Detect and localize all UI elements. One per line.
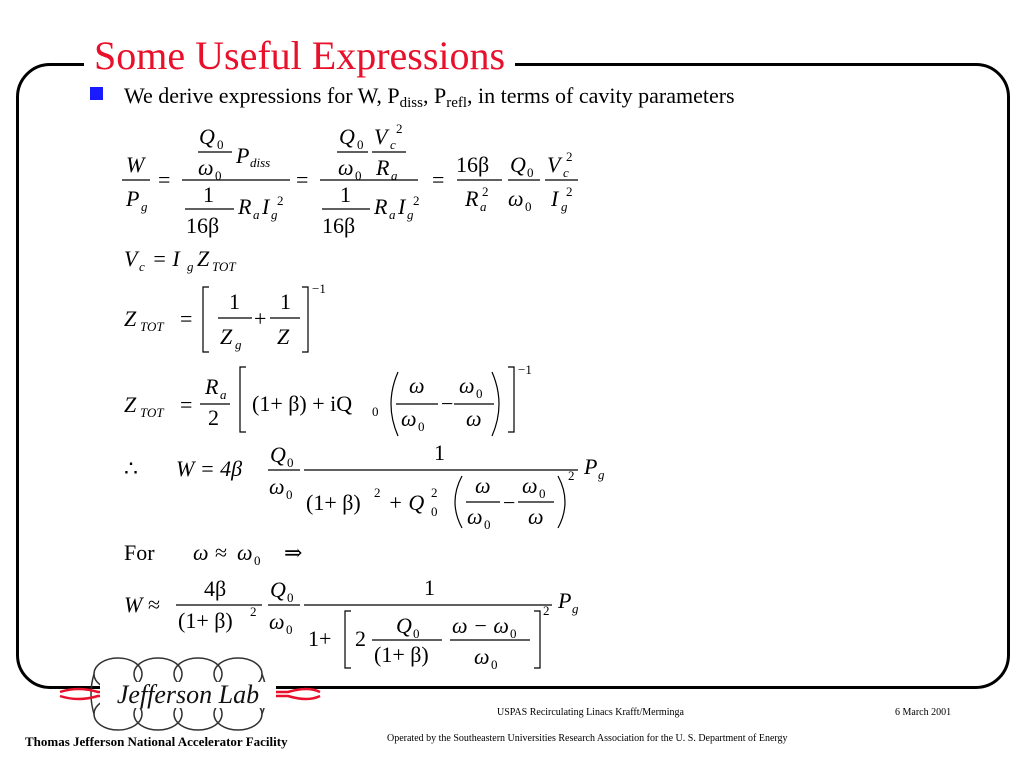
eq4-omega-den: ω (466, 406, 482, 431)
eq7-omega: ω (269, 609, 285, 634)
eq5-omega-num: ω (475, 473, 491, 498)
eq5-omega0-num-sub: 0 (539, 486, 546, 501)
eq1-one-a: 1 (203, 182, 214, 207)
logo-text: Jefferson Lab (116, 680, 260, 709)
eq5-omega-sub: 0 (286, 487, 293, 502)
eq4-Z: Z (124, 392, 137, 417)
eq6-zero: 0 (254, 553, 261, 568)
eq1-V: V (374, 124, 388, 149)
eq1-Q-sub: 0 (217, 137, 224, 152)
eq7-den-a: (1+ β) (178, 608, 233, 633)
eq1-V-sq-c: 2 (566, 149, 573, 164)
eq5-P-sub: g (598, 467, 605, 482)
eq1-omega-sub-b: 0 (355, 168, 362, 183)
eq1-V-c: V (547, 152, 561, 177)
eq1-R-sub-d: a (480, 199, 487, 214)
eq1-I-d: I (551, 186, 559, 211)
eq1-P-sub: g (141, 199, 148, 214)
eq3-one-a: 1 (229, 289, 240, 314)
eq1-Pdiss-sub: diss (250, 155, 271, 170)
eq5-omega-den: ω (528, 504, 544, 529)
eq7-den-a-sq: 2 (250, 604, 257, 619)
eq1-Q: Q (199, 124, 215, 149)
eq6-omega0: ω (237, 540, 253, 565)
facility-name: Thomas Jefferson National Accelerator Facility (25, 734, 288, 749)
eq3-Zb: Z (277, 324, 290, 349)
eq3-Zg-sub: g (235, 337, 242, 352)
eq7-diff: ω − ω (452, 613, 509, 638)
eq2-Ig-sub: g (187, 259, 194, 274)
eq4-Z-sub: TOT (140, 405, 164, 420)
eq1-R-b: R (376, 155, 390, 180)
eq1-P: P (126, 186, 140, 211)
eq1-I-sq-d: 2 (566, 184, 573, 199)
eq5-omega0-den: ω (467, 504, 483, 529)
eq7-omega-sub: 0 (286, 622, 293, 637)
course-title: USPAS Recirculating Linacs Krafft/Merminga (497, 707, 684, 718)
eq5-one: 1 (434, 440, 445, 465)
eq1-Q-c: Q (510, 152, 526, 177)
eq1-I-c: I (398, 194, 406, 219)
eq7-one: 1 (424, 575, 435, 600)
eq7-inner-Q: Q (396, 613, 412, 638)
eq5-minus: − (503, 490, 516, 515)
eq1-I-a: I (262, 194, 270, 219)
eq4-R-sub: a (220, 387, 227, 402)
eq7-one-plus: 1+ (308, 626, 332, 651)
eq4-two: 2 (208, 405, 219, 430)
eq4-omega0-den-sub: 0 (418, 419, 425, 434)
eq1-Q-sub-b: 0 (357, 137, 364, 152)
bullet-sub-refl: refl (446, 95, 468, 111)
eq4-omega-num: ω (409, 373, 425, 398)
eq6-implies: ⇒ (284, 540, 303, 565)
bullet-sub-diss: diss (399, 95, 423, 111)
eq3-power: −1 (312, 281, 326, 296)
eq7-P: P (558, 588, 572, 613)
eq6-omega: ω (193, 540, 209, 565)
jefferson-lab-logo (58, 652, 323, 742)
eq4-paren: (1+ β) + iQ (252, 391, 353, 416)
eq7-two: 2 (355, 626, 366, 651)
eq1-16beta-b: 16β (322, 213, 356, 238)
eq2-Vc: V (124, 246, 138, 271)
eq2-Z-sub: TOT (212, 259, 236, 274)
eq4-omega0-den: ω (401, 406, 417, 431)
eq1-R-sub-b: a (391, 168, 398, 183)
bullet-text-a: We derive expressions for W, P (124, 83, 400, 108)
eq3-Z-sub: TOT (140, 319, 164, 334)
eq4-eq: = (180, 392, 193, 417)
eq5-den-a-sq: 2 (374, 485, 381, 500)
eq7-approx: ≈ (148, 592, 161, 617)
eq5-outer-sq: 2 (568, 468, 575, 483)
eq1-R-c: R (374, 194, 388, 219)
eq1-I-sq-a: 2 (277, 193, 284, 208)
eq4-minus: − (441, 391, 454, 416)
eq5-W: W = 4β (176, 456, 243, 481)
eq5-omega: ω (269, 474, 285, 499)
eq5-den-a: (1+ β) (306, 490, 361, 515)
eq7-P-sub: g (572, 601, 579, 616)
eq1-V-sub-c: c (563, 165, 569, 180)
eq7-diff-sub: 0 (510, 626, 517, 641)
eq3-Z: Z (124, 306, 137, 331)
eq5-omega0-num: ω (522, 473, 538, 498)
eq1-Q-b: Q (339, 124, 355, 149)
eq2-Ig: = I (152, 246, 180, 271)
eq5-plus-Q: + Q (388, 490, 425, 515)
eq7-Q-sub: 0 (287, 590, 294, 605)
eq7-Q: Q (270, 577, 286, 602)
eq1-R-sq-d: 2 (482, 184, 489, 199)
eq1-W: W (126, 152, 145, 177)
eq7-num-a: 4β (204, 576, 227, 601)
eq7-outer-sq: 2 (543, 603, 550, 618)
eq1-R-sub-c: a (389, 207, 396, 222)
eq7-den-omega: ω (474, 644, 490, 669)
eq1-I-sub-d: g (561, 199, 568, 214)
eq2-Z: Z (197, 246, 210, 271)
eq5-Q-sub2: 0 (431, 504, 438, 519)
eq1-omega: ω (198, 155, 214, 180)
eq4-omega0-num: ω (459, 373, 475, 398)
bullet-text-b: , P (422, 83, 447, 108)
eq1-eq-2: = (296, 167, 309, 192)
eq1-Q-sub-c: 0 (527, 165, 534, 180)
eq1-I-sub-a: g (271, 207, 278, 222)
eq1-R-d: R (465, 186, 479, 211)
eq6-approx: ≈ (215, 540, 228, 565)
eq1-omega-sub-c: 0 (525, 199, 532, 214)
eq3-plus: + (254, 306, 267, 331)
eq1-V-sq: 2 (396, 121, 403, 136)
eq1-omega-b: ω (338, 155, 354, 180)
eq4-power: −1 (518, 362, 532, 377)
eq5-Q-sub: 0 (287, 455, 294, 470)
eq1-V-sub: c (390, 137, 396, 152)
eq1-I-sub-c: g (407, 207, 414, 222)
eq5-P: P (584, 454, 598, 479)
eq1-16beta-a: 16β (186, 213, 220, 238)
eq5-omega0-den-sub: 0 (484, 517, 491, 532)
eq1-omega-c: ω (508, 186, 524, 211)
eq3-eq: = (180, 306, 193, 331)
eq1-I-sq-c: 2 (413, 193, 420, 208)
eq7-den-omega-sub: 0 (491, 657, 498, 672)
eq7-W: W (124, 592, 143, 617)
eq4-omega0-num-sub: 0 (476, 386, 483, 401)
eq6-label: For (124, 540, 155, 565)
bullet-text-c: , in terms of cavity parameters (467, 83, 735, 108)
eq7-inner-paren: (1+ β) (374, 642, 429, 667)
slide-date: 6 March 2001 (895, 707, 952, 718)
eq1-one-b: 1 (340, 182, 351, 207)
eq5-Q-sup: 2 (431, 485, 438, 500)
eq1-R-a: R (238, 194, 252, 219)
eq4-Q-sub: 0 (372, 404, 379, 419)
eq4-R: R (205, 374, 219, 399)
eq3-one-b: 1 (280, 289, 291, 314)
eq1-16beta-c: 16β (456, 152, 490, 177)
eq5-Q: Q (270, 442, 286, 467)
eq2-Vc-sub: c (139, 259, 145, 274)
eq1-R-sub-a: a (253, 207, 260, 222)
eq5-therefore: ∴ (124, 456, 138, 481)
eq1-eq-3: = (432, 167, 445, 192)
eq1-omega-sub: 0 (215, 168, 222, 183)
eq3-Zg: Z (220, 324, 233, 349)
eq1-Pdiss: P (236, 143, 250, 168)
operated-by: Operated by the Southeastern Universities Research Association for the U. S. Department of Energy (387, 733, 788, 744)
eq1-eq-1: = (158, 167, 171, 192)
slide-title: Some Useful Expressions (84, 32, 515, 80)
eq7-inner-Q-sub: 0 (413, 626, 420, 641)
